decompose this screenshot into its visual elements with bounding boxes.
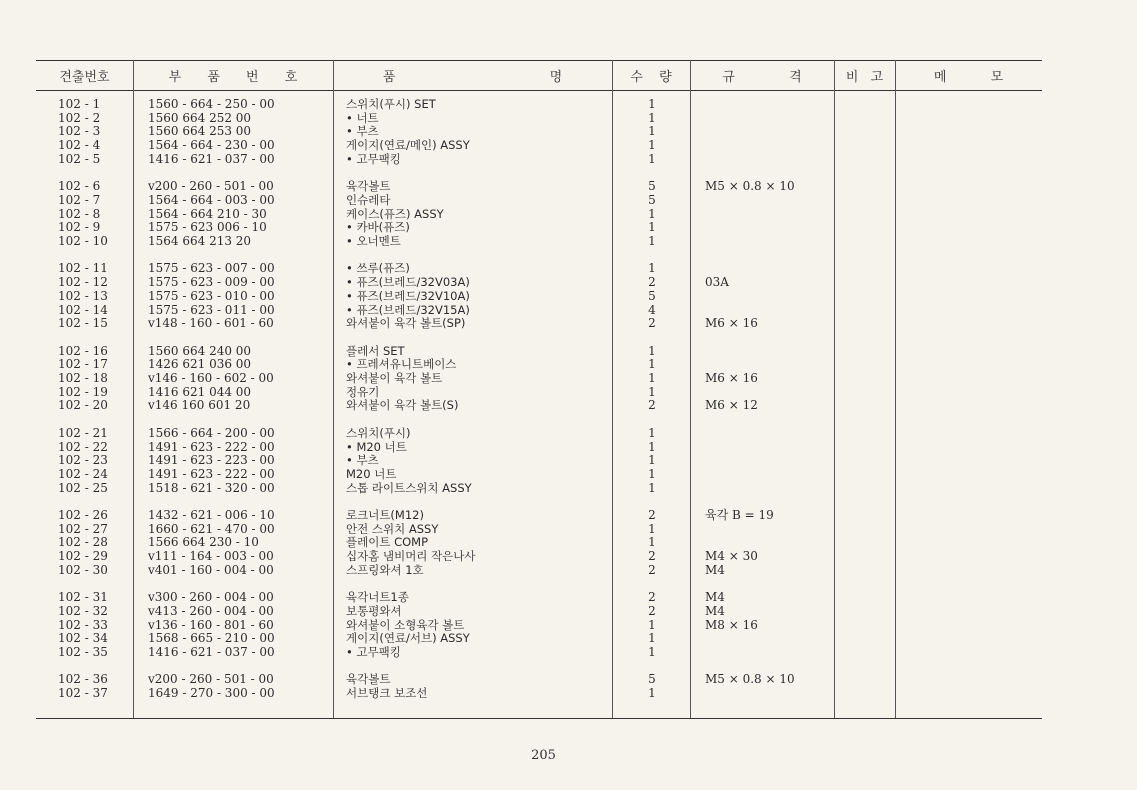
item-name: 스위치(푸시) bbox=[346, 425, 411, 440]
item-code: 102 - 36 bbox=[58, 672, 108, 687]
item-name: • 카바(퓨즈) bbox=[346, 220, 410, 235]
item-code: 102 - 9 bbox=[58, 220, 101, 235]
item-code: 102 - 6 bbox=[58, 179, 101, 194]
item-code: 102 - 26 bbox=[58, 508, 108, 522]
spec: M4 bbox=[705, 603, 725, 618]
table-row bbox=[0, 344, 1137, 358]
spec: 03A bbox=[705, 275, 729, 290]
item-name: M20 너트 bbox=[346, 466, 397, 481]
table-row bbox=[0, 535, 1137, 549]
quantity: 4 bbox=[648, 302, 656, 317]
table-row bbox=[0, 686, 1137, 700]
item-name: • 너트 bbox=[346, 110, 379, 125]
quantity: 1 bbox=[648, 234, 656, 248]
item-name: • 고무팩킹 bbox=[346, 645, 401, 659]
table-row bbox=[0, 152, 1137, 166]
part-number: 1432 - 621 - 006 - 10 bbox=[148, 508, 275, 522]
item-code: 102 - 5 bbox=[58, 151, 101, 166]
table-row bbox=[0, 303, 1137, 317]
item-code: 102 - 34 bbox=[58, 631, 108, 646]
item-code: 102 - 27 bbox=[58, 521, 108, 536]
quantity: 2 bbox=[648, 398, 656, 413]
part-number: 1568 - 665 - 210 - 00 bbox=[148, 631, 275, 646]
spec: M6 × 12 bbox=[705, 398, 758, 413]
item-name: 스톱 라이트스위치 ASSY bbox=[346, 480, 472, 495]
part-number: v401 - 160 - 004 - 00 bbox=[148, 562, 274, 577]
part-number: v200 - 260 - 501 - 00 bbox=[148, 672, 274, 687]
quantity: 2 bbox=[648, 508, 656, 522]
item-name: 게이지(연료/메인) ASSY bbox=[346, 138, 470, 153]
part-number: 1491 - 623 - 223 - 00 bbox=[148, 453, 275, 468]
spec: M5 × 0.8 × 10 bbox=[705, 672, 795, 687]
item-code: 102 - 4 bbox=[58, 138, 101, 153]
quantity: 1 bbox=[648, 124, 656, 139]
table-row bbox=[0, 289, 1137, 303]
quantity: 1 bbox=[648, 343, 656, 358]
header-quantity: 수 량 bbox=[630, 69, 672, 85]
quantity: 1 bbox=[648, 371, 656, 385]
item-name: 와셔붙이 소형육각 볼트 bbox=[346, 617, 465, 632]
quantity: 1 bbox=[648, 357, 656, 372]
item-name: • 쓰루(퓨즈) bbox=[346, 261, 410, 276]
table-row bbox=[0, 371, 1137, 385]
table-row bbox=[0, 398, 1137, 412]
table-row bbox=[0, 385, 1137, 399]
item-name: 로크너트(M12) bbox=[346, 508, 424, 522]
spec: M8 × 16 bbox=[705, 617, 758, 632]
spec: 육각 B = 19 bbox=[705, 508, 774, 522]
quantity: 1 bbox=[648, 631, 656, 646]
header-part-number: 부 품 번 호 bbox=[168, 69, 298, 85]
item-code: 102 - 13 bbox=[58, 288, 108, 303]
page-number: 205 bbox=[531, 748, 556, 763]
part-number: 1518 - 621 - 320 - 00 bbox=[148, 480, 275, 495]
item-name: • 퓨즈(브레드/32V15A) bbox=[346, 302, 470, 317]
quantity: 1 bbox=[648, 453, 656, 468]
item-code: 102 - 3 bbox=[58, 124, 101, 139]
quantity: 5 bbox=[648, 672, 656, 687]
item-name: • M20 너트 bbox=[346, 439, 407, 454]
part-number: 1660 - 621 - 470 - 00 bbox=[148, 521, 275, 536]
item-code: 102 - 1 bbox=[58, 97, 101, 111]
spec: M6 × 16 bbox=[705, 371, 758, 385]
quantity: 5 bbox=[648, 192, 656, 207]
spec: M5 × 0.8 × 10 bbox=[705, 179, 795, 194]
table-row bbox=[0, 522, 1137, 536]
part-number: 1575 - 623 - 009 - 00 bbox=[148, 275, 275, 290]
part-number: 1426 621 036 00 bbox=[148, 357, 252, 372]
item-code: 102 - 7 bbox=[58, 192, 101, 207]
part-number: 1575 - 623 - 011 - 00 bbox=[148, 302, 275, 317]
quantity: 1 bbox=[648, 384, 656, 399]
table-row bbox=[0, 207, 1137, 221]
item-name: 서브탱크 보조선 bbox=[346, 686, 428, 701]
item-code: 102 - 29 bbox=[58, 549, 108, 564]
item-name: • 부츠 bbox=[346, 124, 379, 139]
part-number: 1491 - 623 - 222 - 00 bbox=[148, 466, 275, 481]
quantity: 2 bbox=[648, 562, 656, 577]
table-row bbox=[0, 590, 1137, 604]
header-memo: 메 모 bbox=[933, 69, 1004, 85]
table-row bbox=[0, 631, 1137, 645]
item-name: 보통평와셔 bbox=[346, 603, 402, 618]
quantity: 2 bbox=[648, 590, 656, 605]
item-name: 육각너트1종 bbox=[346, 590, 409, 605]
header-item-name: 품 명 bbox=[382, 69, 563, 85]
quantity: 1 bbox=[648, 480, 656, 495]
item-code: 102 - 31 bbox=[58, 590, 108, 605]
item-code: 102 - 24 bbox=[58, 466, 108, 481]
spec: M4 bbox=[705, 562, 725, 577]
table-row bbox=[0, 220, 1137, 234]
part-number: 1416 - 621 - 037 - 00 bbox=[148, 645, 275, 659]
item-code: 102 - 37 bbox=[58, 686, 108, 701]
table-row bbox=[0, 604, 1137, 618]
item-code: 102 - 20 bbox=[58, 398, 108, 413]
item-name: 스프링와셔 1호 bbox=[346, 562, 424, 577]
item-code: 102 - 12 bbox=[58, 275, 108, 290]
quantity: 1 bbox=[648, 521, 656, 536]
quantity: 1 bbox=[648, 425, 656, 440]
item-code: 102 - 22 bbox=[58, 439, 108, 454]
item-code: 102 - 30 bbox=[58, 562, 108, 577]
item-name: 플레이트 COMP bbox=[346, 535, 429, 550]
part-number: 1564 - 664 - 003 - 00 bbox=[148, 192, 275, 207]
item-name: 정유기 bbox=[346, 384, 380, 399]
spec: M6 × 16 bbox=[705, 316, 758, 331]
table-row bbox=[0, 193, 1137, 207]
header-note: 비 고 bbox=[845, 69, 884, 85]
table-row bbox=[0, 453, 1137, 467]
part-number: 1560 664 253 00 bbox=[148, 124, 252, 139]
item-code: 102 - 35 bbox=[58, 645, 108, 659]
header-bottom-rule bbox=[36, 90, 1042, 91]
item-name: 게이지(연료/서브) ASSY bbox=[346, 631, 470, 646]
item-code: 102 - 17 bbox=[58, 357, 108, 372]
quantity: 1 bbox=[648, 466, 656, 481]
item-code: 102 - 25 bbox=[58, 480, 108, 495]
header-code: 견출번호 bbox=[59, 69, 110, 85]
item-code: 102 - 21 bbox=[58, 425, 108, 440]
table-row bbox=[0, 261, 1137, 275]
item-code: 102 - 15 bbox=[58, 316, 108, 331]
quantity: 1 bbox=[648, 535, 656, 550]
item-name: • 부츠 bbox=[346, 453, 379, 468]
quantity: 1 bbox=[648, 220, 656, 235]
quantity: 1 bbox=[648, 110, 656, 125]
quantity: 2 bbox=[648, 603, 656, 618]
quantity: 1 bbox=[648, 617, 656, 632]
quantity: 1 bbox=[648, 151, 656, 166]
table-row bbox=[0, 234, 1137, 248]
item-name: 와셔붙이 육각 볼트 bbox=[346, 371, 443, 385]
item-name: 와셔붙이 육각 볼트(SP) bbox=[346, 316, 466, 331]
table-row bbox=[0, 645, 1137, 659]
quantity: 1 bbox=[648, 686, 656, 701]
part-number: v413 - 260 - 004 - 00 bbox=[148, 603, 274, 618]
part-number: v146 - 160 - 602 - 00 bbox=[148, 371, 274, 385]
part-number: 1564 - 664 210 - 30 bbox=[148, 206, 267, 221]
item-name: • 퓨즈(브레드/32V10A) bbox=[346, 288, 470, 303]
quantity: 5 bbox=[648, 288, 656, 303]
table-row bbox=[0, 275, 1137, 289]
spec: M4 bbox=[705, 590, 725, 605]
part-number: 1566 664 230 - 10 bbox=[148, 535, 259, 550]
quantity: 1 bbox=[648, 206, 656, 221]
part-number: 1416 - 621 - 037 - 00 bbox=[148, 151, 275, 166]
part-number: v136 - 160 - 801 - 60 bbox=[148, 617, 274, 632]
quantity: 2 bbox=[648, 549, 656, 564]
table-row bbox=[0, 124, 1137, 138]
table-row bbox=[0, 111, 1137, 125]
table-row bbox=[0, 138, 1137, 152]
part-number: v111 - 164 - 003 - 00 bbox=[148, 549, 274, 564]
item-code: 102 - 14 bbox=[58, 302, 108, 317]
table-row bbox=[0, 316, 1137, 330]
part-number: 1564 - 664 - 230 - 00 bbox=[148, 138, 275, 153]
table-bottom-rule bbox=[36, 718, 1042, 719]
table-row bbox=[0, 618, 1137, 632]
quantity: 1 bbox=[648, 645, 656, 659]
item-name: 십자홈 냄비머리 작은나사 bbox=[346, 549, 476, 564]
item-name: • 퓨즈(브레드/32V03A) bbox=[346, 275, 470, 290]
quantity: 1 bbox=[648, 138, 656, 153]
spec: M4 × 30 bbox=[705, 549, 758, 564]
table-row bbox=[0, 549, 1137, 563]
item-name: 와셔붙이 육각 볼트(S) bbox=[346, 398, 459, 413]
part-number: v146 160 601 20 bbox=[148, 398, 251, 413]
item-name: 안전 스위치 ASSY bbox=[346, 521, 439, 536]
table-row bbox=[0, 97, 1137, 111]
item-code: 102 - 8 bbox=[58, 206, 101, 221]
table-row bbox=[0, 508, 1137, 522]
item-name: • 오너멘트 bbox=[346, 234, 401, 248]
table-row bbox=[0, 179, 1137, 193]
part-number: 1560 664 252 00 bbox=[148, 110, 252, 125]
quantity: 1 bbox=[648, 439, 656, 454]
part-number: 1575 - 623 006 - 10 bbox=[148, 220, 267, 235]
item-code: 102 - 11 bbox=[58, 261, 108, 276]
item-name: 인슈레타 bbox=[346, 192, 391, 207]
quantity: 5 bbox=[648, 179, 656, 194]
table-row bbox=[0, 563, 1137, 577]
quantity: 2 bbox=[648, 316, 656, 331]
item-code: 102 - 18 bbox=[58, 371, 108, 385]
table-row bbox=[0, 357, 1137, 371]
part-number: 1575 - 623 - 010 - 00 bbox=[148, 288, 275, 303]
item-name: 플레서 SET bbox=[346, 343, 405, 358]
item-code: 102 - 10 bbox=[58, 234, 108, 248]
item-code: 102 - 33 bbox=[58, 617, 108, 632]
item-code: 102 - 16 bbox=[58, 343, 108, 358]
quantity: 2 bbox=[648, 275, 656, 290]
part-number: 1566 - 664 - 200 - 00 bbox=[148, 425, 275, 440]
table-row bbox=[0, 426, 1137, 440]
part-number: v148 - 160 - 601 - 60 bbox=[148, 316, 274, 331]
header-spec: 규 격 bbox=[722, 69, 802, 85]
part-number: 1575 - 623 - 007 - 00 bbox=[148, 261, 275, 276]
item-name: 육각볼트 bbox=[346, 179, 391, 194]
part-number: 1564 664 213 20 bbox=[148, 234, 252, 248]
part-number: v200 - 260 - 501 - 00 bbox=[148, 179, 274, 194]
part-number: 1416 621 044 00 bbox=[148, 384, 252, 399]
part-number: v300 - 260 - 004 - 00 bbox=[148, 590, 274, 605]
table-row bbox=[0, 481, 1137, 495]
item-name: 육각볼트 bbox=[346, 672, 391, 687]
item-code: 102 - 23 bbox=[58, 453, 108, 468]
part-number: 1560 - 664 - 250 - 00 bbox=[148, 97, 275, 111]
quantity: 1 bbox=[648, 97, 656, 111]
part-number: 1560 664 240 00 bbox=[148, 343, 252, 358]
item-name: 케이스(퓨즈) ASSY bbox=[346, 206, 444, 221]
item-name: • 고무팩킹 bbox=[346, 151, 401, 166]
part-number: 1491 - 623 - 222 - 00 bbox=[148, 439, 275, 454]
item-code: 102 - 19 bbox=[58, 384, 108, 399]
item-name: 스위치(푸시) SET bbox=[346, 97, 436, 111]
item-code: 102 - 28 bbox=[58, 535, 108, 550]
item-code: 102 - 32 bbox=[58, 603, 108, 618]
item-name: • 프레셔유니트베이스 bbox=[346, 357, 457, 372]
part-number: 1649 - 270 - 300 - 00 bbox=[148, 686, 275, 701]
item-code: 102 - 2 bbox=[58, 110, 101, 125]
quantity: 1 bbox=[648, 261, 656, 276]
table-row bbox=[0, 467, 1137, 481]
table-row bbox=[0, 672, 1137, 686]
table-row bbox=[0, 440, 1137, 454]
